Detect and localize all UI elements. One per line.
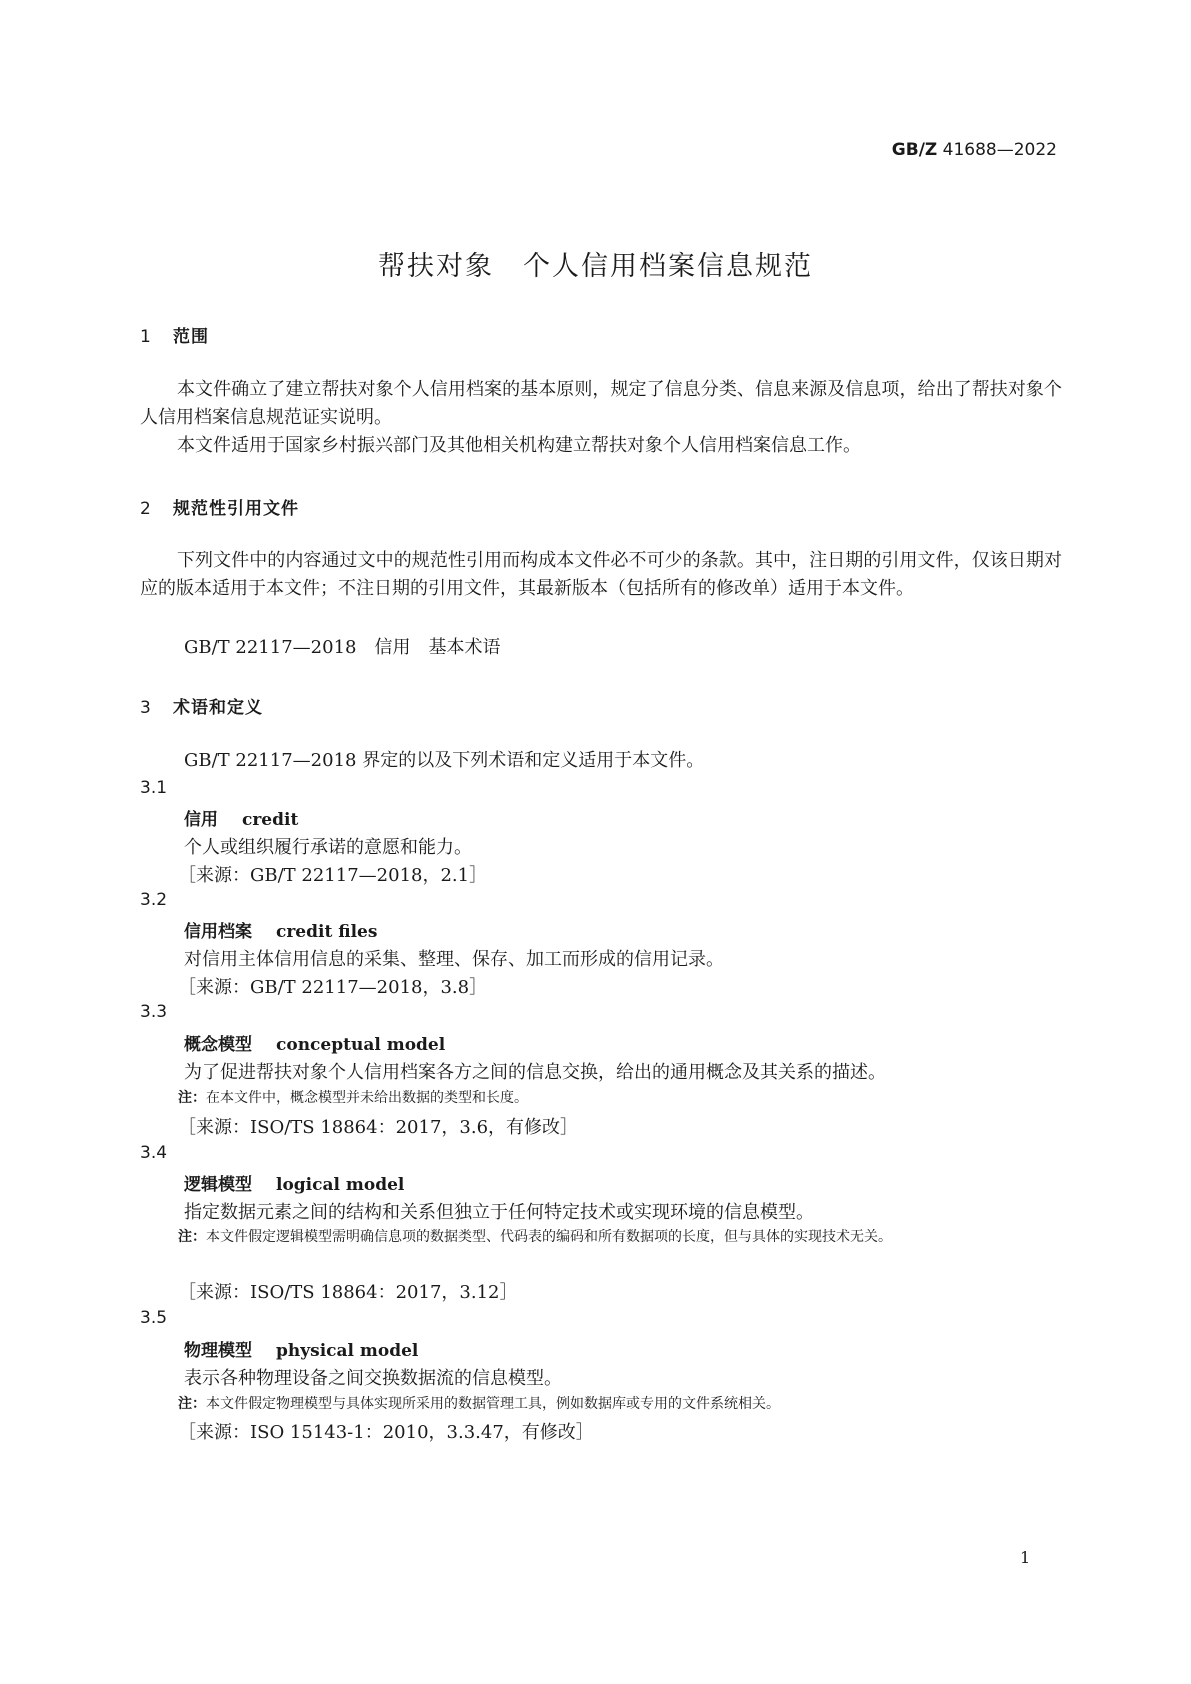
terms-intro: GB/T 22117—2018 界定的以及下列术语和定义适用于本文件。: [184, 750, 705, 771]
term-heading: [184, 917, 377, 942]
scope-paragraph-1: 本文件确立了建立帮扶对象个人信用档案的基本原则，规定了信息分类、信息来源及信息项，给出了帮扶对象个人信用档案信息规范证实说明。: [140, 379, 1062, 428]
term-zh: 信用: [184, 810, 218, 830]
term-note: [178, 1225, 1064, 1250]
section-title: 规范性引用文件: [173, 499, 299, 519]
section-title: 术语和定义: [173, 698, 263, 718]
section-title: 范围: [173, 327, 209, 347]
term-heading: [184, 805, 298, 830]
term-definition: 为了促进帮扶对象个人信用档案各方之间的信息交换，给出的通用概念及其关系的描述。: [184, 1062, 886, 1083]
term-source: ［来源：ISO/TS 18864：2017，3.6，有修改］: [178, 1117, 579, 1138]
section-number: 2: [140, 499, 152, 519]
section-heading-1: [140, 322, 209, 347]
standard-prefix: GB/Z: [891, 140, 938, 160]
page-number: 1: [1020, 1548, 1031, 1567]
term-source: ［来源：ISO 15143-1：2010，3.3.47，有修改］: [178, 1422, 594, 1443]
term-number: 3.4: [140, 1143, 168, 1163]
term-heading: [184, 1170, 404, 1195]
term-heading: [184, 1336, 418, 1361]
term-number: 3.2: [140, 890, 168, 910]
term-en: physical model: [276, 1341, 419, 1361]
standard-number: [892, 140, 1057, 160]
note-label: 注：: [178, 1090, 206, 1106]
document-title: 帮扶对象 个人信用档案信息规范: [378, 251, 813, 282]
term-definition: 表示各种物理设备之间交换数据流的信息模型。: [184, 1368, 562, 1389]
term-source: ［来源：GB/T 22117—2018，3.8］: [178, 977, 488, 998]
term-source: ［来源：GB/T 22117—2018，2.1］: [178, 865, 488, 886]
note-label: 注：: [178, 1396, 206, 1412]
term-zh: 概念模型: [184, 1035, 252, 1055]
term-number: 3.5: [140, 1308, 168, 1328]
note-label: 注：: [178, 1229, 206, 1245]
term-definition: 个人或组织履行承诺的意愿和能力。: [184, 837, 472, 858]
standard-code: 41688—2022: [942, 140, 1057, 160]
term-en: credit files: [276, 922, 378, 942]
section-heading-2: [140, 494, 299, 519]
section-number: 1: [140, 327, 152, 347]
term-definition: 指定数据元素之间的结构和关系但独立于任何特定技术或实现环境的信息模型。: [184, 1202, 814, 1223]
term-zh: 逻辑模型: [184, 1175, 252, 1195]
note-text: 本文件假定逻辑模型需明确信息项的数据类型、代码表的编码和所有数据项的长度，但与具体的实现技术无关。: [206, 1229, 892, 1245]
term-number: 3.1: [140, 778, 168, 798]
term-note: [178, 1086, 1064, 1111]
section-heading-3: [140, 693, 263, 718]
term-heading: [184, 1030, 445, 1055]
term-en: logical model: [276, 1175, 405, 1195]
ref-item: GB/T 22117—2018 信用 基本术语: [184, 637, 501, 658]
term-definition: 对信用主体信用信息的采集、整理、保存、加工而形成的信用记录。: [184, 949, 724, 970]
note-text: 本文件假定物理模型与具体实现所采用的数据管理工具，例如数据库或专用的文件系统相关。: [206, 1396, 780, 1412]
scope-paragraph-2: 本文件适用于国家乡村振兴部门及其他相关机构建立帮扶对象个人信用档案信息工作。: [177, 435, 861, 456]
refs-paragraph: 下列文件中的内容通过文中的规范性引用而构成本文件必不可少的条款。其中，注日期的引用文件，仅该日期对应的版本适用于本文件；不注日期的引用文件，其最新版本（包括所有的修改单）适用于本文件。: [140, 550, 1062, 599]
term-zh: 物理模型: [184, 1341, 252, 1361]
term-zh: 信用档案: [184, 922, 252, 942]
section-number: 3: [140, 698, 152, 718]
term-en: credit: [242, 810, 299, 830]
term-source: ［来源：ISO/TS 18864：2017，3.12］: [178, 1282, 518, 1303]
term-note: [178, 1392, 1064, 1417]
note-text: 在本文件中，概念模型并未给出数据的类型和长度。: [206, 1090, 528, 1106]
term-en: conceptual model: [276, 1035, 446, 1055]
term-number: 3.3: [140, 1002, 168, 1022]
